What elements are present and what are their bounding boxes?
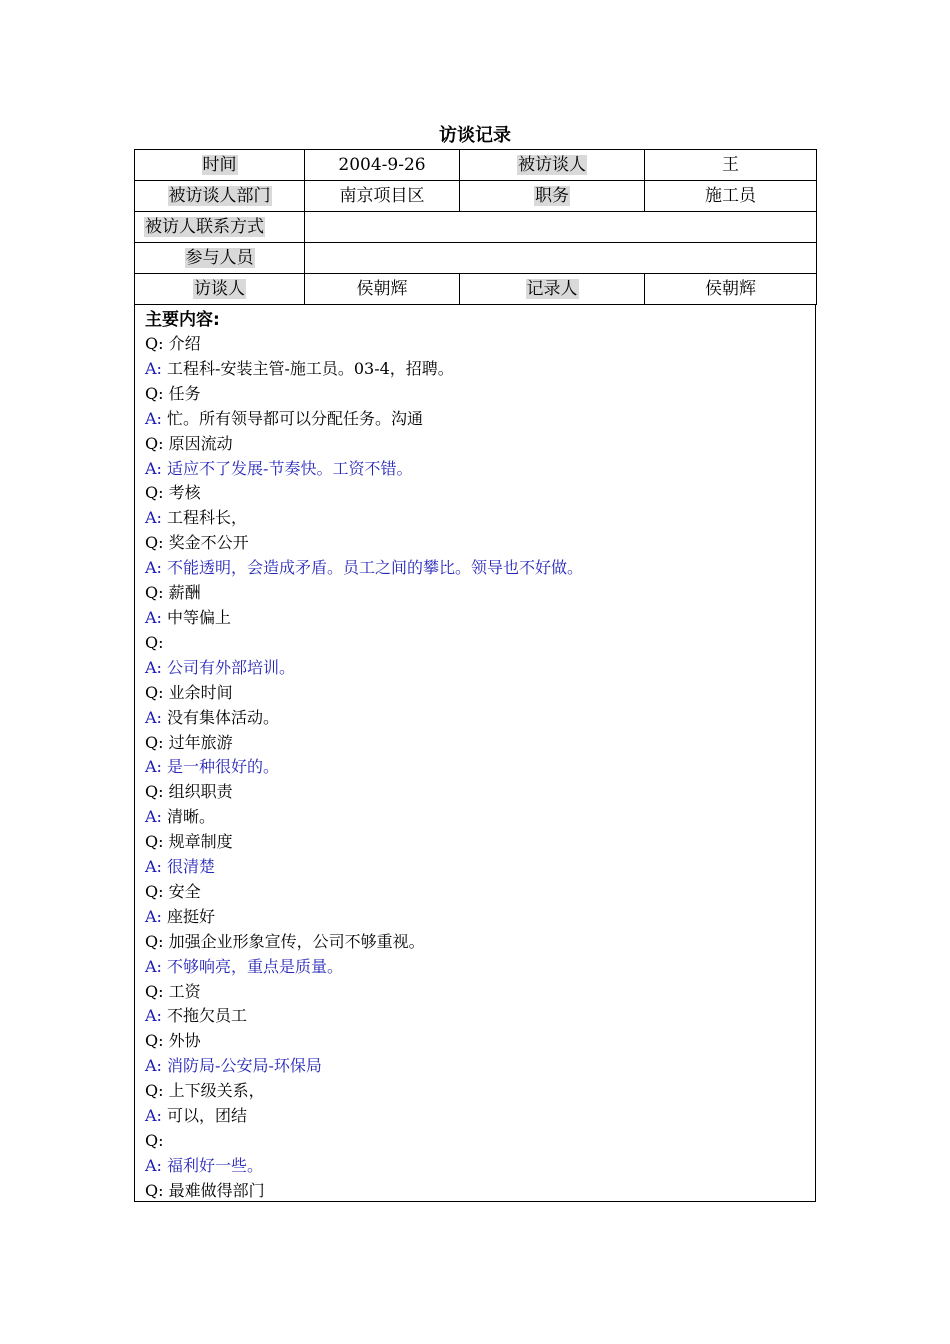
question-text: 安全: [163, 881, 201, 901]
answer-text: 可以，团结: [161, 1106, 248, 1126]
question-line: [145, 1079, 815, 1104]
answer-prefix: A:: [145, 956, 162, 976]
contact-value: [305, 212, 817, 243]
contact-label: 被访人联系方式: [145, 217, 264, 237]
question-prefix: Q:: [145, 433, 164, 453]
answer-line: [145, 457, 815, 482]
answer-text: 不能透明，会造成矛盾。员工之间的攀比。领导也不好做。: [161, 558, 584, 578]
question-line: [145, 780, 815, 805]
question-text: 考核: [163, 483, 201, 503]
interviewer-label-cell: [135, 274, 305, 305]
answer-line: [145, 357, 815, 382]
recorder-label: 记录人: [526, 279, 578, 299]
interview-info-table: [134, 149, 817, 305]
question-text: 奖金不公开: [163, 533, 249, 553]
time-label: 时间: [202, 155, 237, 175]
answer-prefix: A:: [145, 1006, 162, 1026]
question-line: [145, 332, 815, 357]
question-text: 组织职责: [163, 782, 233, 802]
answer-line: [145, 556, 815, 581]
question-line: [145, 432, 815, 457]
answer-prefix: A:: [145, 906, 162, 926]
dept-label-cell: [135, 181, 305, 212]
recorder-value: 侯朝辉: [645, 274, 817, 305]
question-prefix: Q:: [145, 931, 164, 951]
dept-label: 被访谈人部门: [168, 186, 271, 206]
question-prefix: Q:: [145, 682, 164, 702]
answer-text: 福利好一些。: [161, 1155, 264, 1175]
question-text: 薪酬: [163, 583, 201, 603]
position-label-cell: [460, 181, 645, 212]
answer-prefix: A:: [145, 757, 162, 777]
dept-value: 南京项目区: [305, 181, 460, 212]
info-row-participants: [135, 243, 817, 274]
answer-text: 是一种很好的。: [161, 757, 280, 777]
question-text: 规章制度: [163, 832, 233, 852]
question-prefix: Q:: [145, 632, 164, 652]
answer-prefix: A:: [145, 707, 162, 727]
position-label: 职务: [535, 186, 569, 206]
question-text: 任务: [163, 383, 201, 403]
answer-line: [145, 656, 815, 681]
interviewee-value: 王: [645, 150, 817, 181]
question-text: 过年旅游: [163, 732, 233, 752]
interviewer-value: 侯朝辉: [305, 274, 460, 305]
question-prefix: Q:: [145, 583, 164, 603]
question-line: [145, 631, 815, 656]
answer-line: [145, 407, 815, 432]
answer-prefix: A:: [145, 607, 162, 627]
question-text: 最难做得部门: [163, 1180, 265, 1200]
question-line: [145, 980, 815, 1005]
answer-line: [145, 955, 815, 980]
answer-line: [145, 1004, 815, 1029]
answer-line: [145, 506, 815, 531]
question-text: 加强企业形象宣传，公司不够重视。: [163, 931, 425, 951]
answer-line: [145, 1054, 815, 1079]
question-prefix: Q:: [145, 1180, 164, 1200]
question-line: [145, 930, 815, 955]
question-prefix: Q:: [145, 533, 164, 553]
answer-prefix: A:: [145, 508, 162, 528]
answer-text: 不够响亮，重点是质量。: [161, 956, 344, 976]
time-value: 2004-9-26: [305, 150, 460, 181]
answer-prefix: A:: [145, 408, 162, 428]
question-prefix: Q:: [145, 782, 164, 802]
info-row-interviewer: [135, 274, 817, 305]
question-prefix: Q:: [145, 483, 164, 503]
question-prefix: Q:: [145, 334, 164, 353]
answer-prefix: A:: [145, 1155, 162, 1175]
answer-line: [145, 905, 815, 930]
question-prefix: Q:: [145, 1131, 164, 1150]
question-line: [145, 1029, 815, 1054]
interviewee-label: 被访谈人: [518, 155, 586, 175]
answer-prefix: A:: [145, 857, 162, 877]
question-line: [145, 830, 815, 855]
answer-prefix: A:: [145, 358, 162, 378]
answer-line: [145, 606, 815, 631]
content-heading: 主要内容:: [145, 310, 220, 330]
question-line: [145, 731, 815, 756]
position-value: 施工员: [645, 181, 817, 212]
answer-text: 适应不了发展-节奏快。工资不错。: [161, 458, 413, 478]
answer-prefix: A:: [145, 807, 162, 827]
info-row-department: [135, 181, 817, 212]
answer-text: 没有集体活动。: [161, 707, 280, 727]
question-prefix: Q:: [145, 1031, 164, 1051]
participants-label-cell: [135, 243, 305, 274]
answer-text: 不拖欠员工: [161, 1006, 248, 1026]
contact-label-cell: [135, 212, 305, 243]
interviewee-label-cell: [460, 150, 645, 181]
interviewer-label: 访谈人: [194, 279, 245, 299]
question-text: 上下级关系，: [163, 1081, 265, 1101]
answer-text: 公司有外部培训。: [161, 657, 296, 677]
question-prefix: Q:: [145, 981, 164, 1001]
question-line: [145, 531, 815, 556]
question-prefix: Q:: [145, 383, 164, 403]
main-content-box: [134, 304, 816, 1202]
answer-text: 忙。所有领导都可以分配任务。沟通: [161, 408, 424, 428]
question-prefix: Q:: [145, 732, 164, 752]
participants-label: 参与人员: [185, 248, 254, 268]
answer-prefix: A:: [145, 657, 162, 677]
info-row-time: [135, 150, 817, 181]
question-text: 外协: [163, 1031, 201, 1051]
answer-line: [145, 706, 815, 731]
answer-text: 很清楚: [161, 857, 216, 877]
question-line: [145, 581, 815, 606]
recorder-label-cell: [460, 274, 645, 305]
document-title: 访谈记录: [439, 125, 511, 146]
answer-line: [145, 1104, 815, 1129]
question-text: 业余时间: [163, 682, 233, 702]
answer-text: 清晰。: [161, 807, 216, 827]
answer-line: [145, 855, 815, 880]
question-text: 原因流动: [163, 433, 233, 453]
answer-line: [145, 1154, 815, 1179]
question-line: [145, 1129, 815, 1154]
question-prefix: Q:: [145, 832, 164, 852]
time-label-cell: [135, 150, 305, 181]
question-line: [145, 1179, 815, 1204]
answer-prefix: A:: [145, 458, 162, 478]
qa-list: [145, 332, 815, 1204]
question-line: [145, 880, 815, 905]
question-prefix: Q:: [145, 1081, 164, 1101]
question-line: [145, 481, 815, 506]
answer-line: [145, 755, 815, 780]
answer-text: 工程科长，: [161, 508, 248, 528]
question-line: [145, 681, 815, 706]
question-text: 介绍: [163, 334, 201, 353]
answer-text: 中等偏上: [161, 607, 232, 627]
answer-prefix: A:: [145, 558, 162, 578]
participants-value: [305, 243, 817, 274]
info-row-contact: [135, 212, 817, 243]
answer-prefix: A:: [145, 1106, 162, 1126]
question-line: [145, 382, 815, 407]
question-text: 工资: [163, 981, 201, 1001]
answer-text: 座挺好: [161, 906, 216, 926]
answer-text: 消防局-公安局-环保局: [161, 1056, 322, 1076]
question-prefix: Q:: [145, 881, 164, 901]
answer-text: 工程科-安装主管-施工员。03-4，招聘。: [161, 358, 454, 378]
answer-line: [145, 805, 815, 830]
answer-prefix: A:: [145, 1056, 162, 1076]
